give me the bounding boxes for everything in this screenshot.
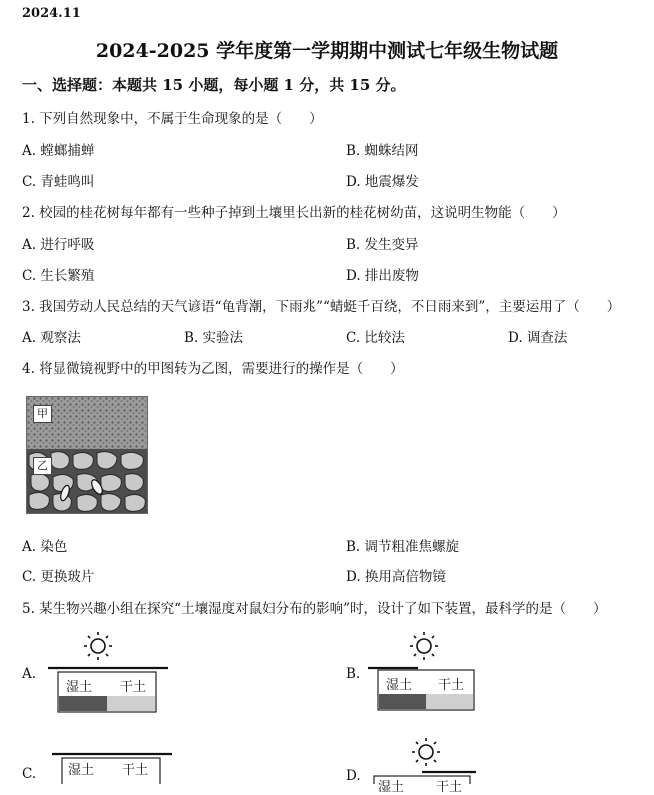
q5-option-c[interactable]: C. [22,766,37,782]
sun-icon [84,632,112,660]
apparatus-a-drawing [46,630,170,714]
q2-option-b[interactable]: B. 发生变异 [346,237,419,253]
apparatus-c-dry-label: 干土 [122,763,149,778]
microscope-figure [26,396,148,514]
q1-option-a[interactable]: A. 螳螂捕蝉 [22,143,95,159]
exam-date: 2024.11 [22,6,81,21]
q5-apparatus-b[interactable] [366,628,478,714]
q4-option-b[interactable]: B. 调节粗准焦螺旋 [346,539,460,555]
q1-option-b[interactable]: B. 蜘蛛结网 [346,143,419,159]
q4-option-c[interactable]: C. 更换玻片 [22,569,95,585]
apparatus-d-wet-label: 湿土 [378,780,405,795]
sun-icon [412,738,440,766]
exam-title: 2024-2025 学年度第一学期期中测试七年级生物试题 [95,40,559,62]
q5-option-a[interactable]: A. [22,666,37,682]
q1-option-c[interactable]: C. 青蛙鸣叫 [22,174,95,190]
apparatus-a-dry-label: 干土 [120,680,147,695]
q2-option-c[interactable]: C. 生长繁殖 [22,268,95,284]
apparatus-b-drawing [366,628,478,714]
question-1-stem: 1. 下列自然现象中，不属于生命现象的是（ ） [22,111,323,127]
apparatus-a-wet-label: 湿土 [66,680,93,695]
question-4-stem: 4. 将显微镜视野中的甲图转为乙图，需要进行的操作是（ ） [22,361,404,377]
sun-icon [410,632,438,660]
q4-option-d[interactable]: D. 换用高倍物镜 [346,569,446,585]
apparatus-d-dry-label: 干土 [436,780,463,795]
q5-apparatus-c[interactable] [50,750,174,784]
q5-apparatus-d[interactable] [366,736,478,795]
q4-option-a[interactable]: A. 染色 [22,539,68,555]
q5-apparatus-a[interactable] [46,630,170,714]
figure-label-jia: 甲 [33,405,52,423]
question-2-stem: 2. 校园的桂花树每年都有一些种子掉到土壤里长出新的桂花树幼苗，这说明生物能（ ） [22,205,566,221]
q3-option-a[interactable]: A. 观察法 [22,330,81,346]
q3-option-b[interactable]: B. 实验法 [184,330,244,346]
apparatus-c-wet-label: 湿土 [68,763,95,778]
q2-option-d[interactable]: D. 排出废物 [346,268,419,284]
apparatus-b-dry-label: 干土 [438,678,465,693]
q3-option-d[interactable]: D. 调查法 [508,330,568,346]
q1-option-d[interactable]: D. 地震爆发 [346,174,419,190]
q5-option-b[interactable]: B. [346,666,361,682]
apparatus-b-wet-label: 湿土 [386,678,413,693]
question-5-stem: 5. 某生物兴趣小组在探究“土壤湿度对鼠妇分布的影响”时，设计了如下装置，最科学的是（ ） [22,601,607,617]
q5-option-d[interactable]: D. [346,768,361,784]
q2-option-a[interactable]: A. 进行呼吸 [22,237,95,253]
figure-label-yi: 乙 [33,457,52,475]
q3-option-c[interactable]: C. 比较法 [346,330,405,346]
question-3-stem: 3. 我国劳动人民总结的天气谚语“龟背潮，下雨兆”“蜻蜓千百绕，不日雨来到”，主要运用了（ ） [22,299,621,315]
section-heading: 一、选择题：本题共 15 小题，每小题 1 分，共 15 分。 [22,76,406,94]
